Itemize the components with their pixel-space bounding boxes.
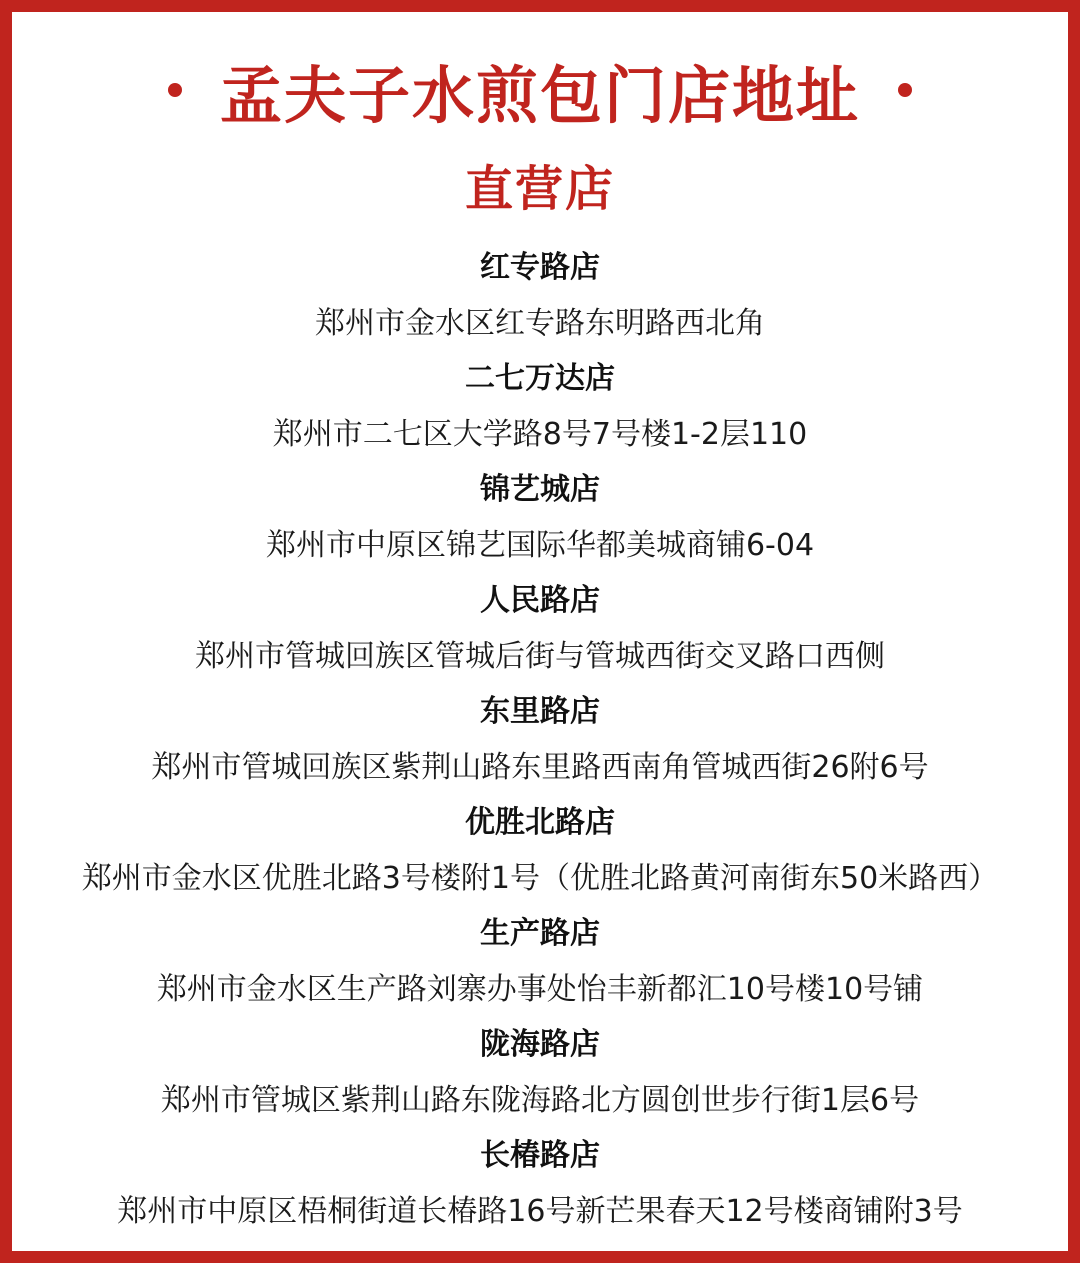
store-address: 郑州市中原区梧桐街道长椿路16号新芒果春天12号楼商铺附3号 — [117, 1194, 963, 1229]
store-name: 长椿路店 — [480, 1138, 600, 1173]
store-address: 郑州市管城回族区紫荆山路东里路西南角管城西街26附6号 — [151, 750, 929, 785]
left-bullet-dot — [168, 83, 182, 97]
store-name: 人民路店 — [480, 583, 600, 618]
store-list — [24, 242, 1056, 1241]
right-bullet-dot — [898, 83, 912, 97]
store-item — [24, 575, 1056, 686]
store-item — [24, 464, 1056, 575]
store-name: 生产路店 — [480, 916, 600, 951]
store-address: 郑州市金水区红专路东明路西北角 — [315, 306, 765, 341]
store-address: 郑州市金水区优胜北路3号楼附1号（优胜北路黄河南街东50米路西） — [81, 861, 999, 896]
store-item — [24, 797, 1056, 908]
store-name: 优胜北路店 — [465, 805, 615, 840]
store-item — [24, 1130, 1056, 1241]
store-address: 郑州市中原区锦艺国际华都美城商铺6-04 — [265, 528, 815, 563]
store-item — [24, 353, 1056, 464]
store-address: 郑州市二七区大学路8号7号楼1-2层110 — [272, 417, 808, 452]
store-name: 东里路店 — [480, 694, 600, 729]
store-address: 郑州市管城区紫荆山路东陇海路北方圆创世步行街1层6号 — [160, 1083, 920, 1118]
store-item — [24, 686, 1056, 797]
poster-header — [24, 50, 1056, 130]
store-name: 红专路店 — [480, 250, 600, 285]
store-name: 锦艺城店 — [480, 472, 600, 507]
store-name: 二七万达店 — [465, 361, 615, 396]
store-name: 陇海路店 — [480, 1027, 600, 1062]
store-item — [24, 242, 1056, 353]
page-title: 孟夫子水煎包门店地址 — [219, 58, 860, 132]
section-title-direct-stores: 直营店 — [464, 161, 615, 217]
store-item — [24, 908, 1056, 1019]
store-item — [24, 1019, 1056, 1130]
store-address: 郑州市管城回族区管城后街与管城西街交叉路口西侧 — [195, 639, 885, 674]
store-address: 郑州市金水区生产路刘寨办事处怡丰新都汇10号楼10号铺 — [156, 972, 924, 1007]
